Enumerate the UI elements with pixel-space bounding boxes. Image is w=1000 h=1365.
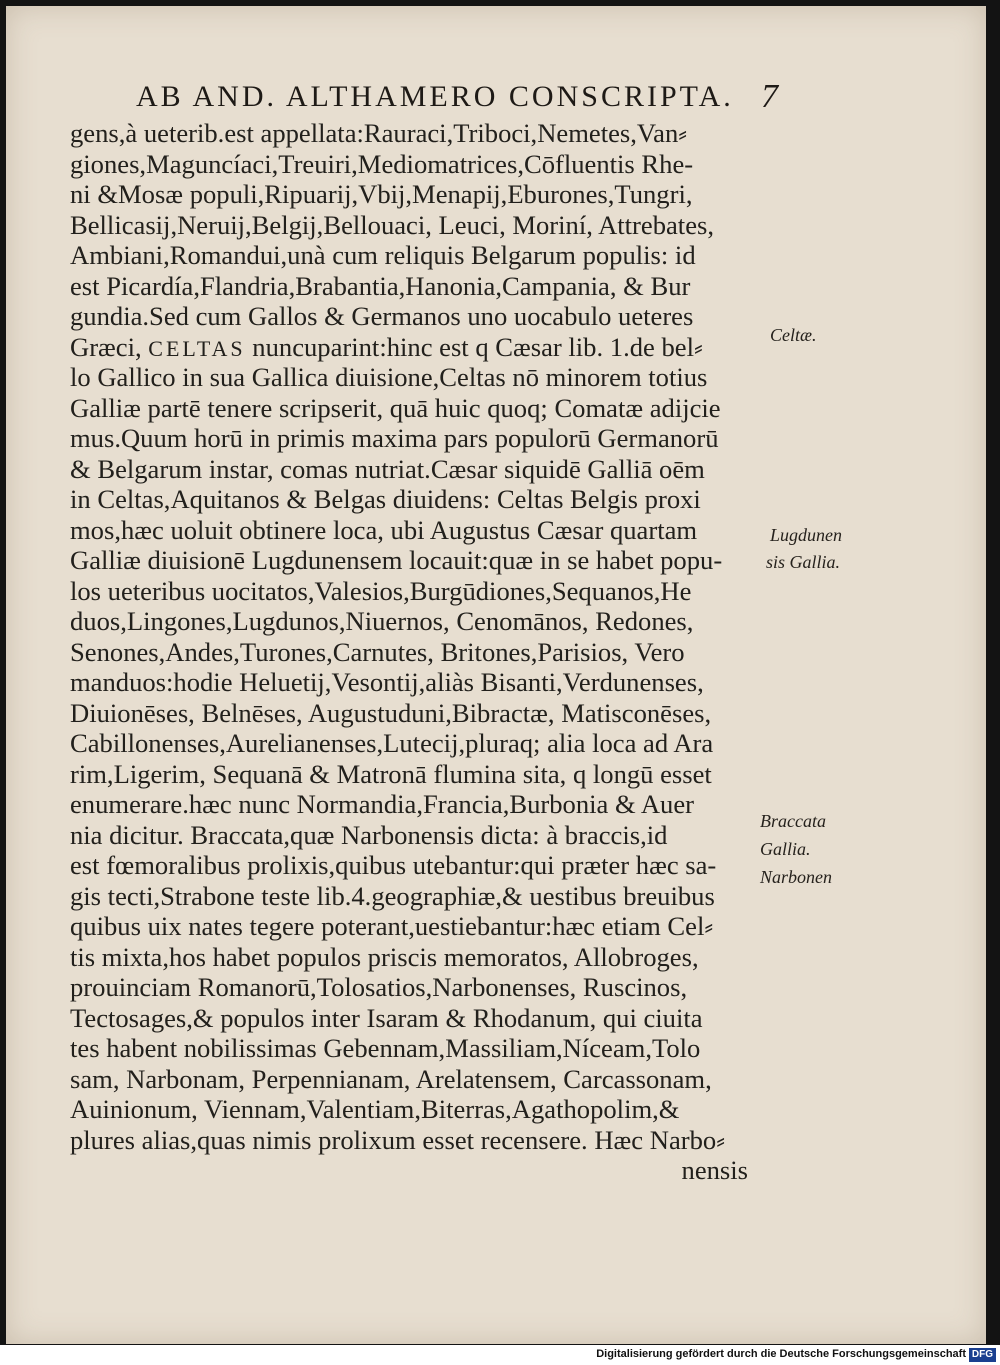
text-line: plures alias,quas nimis prolixum esset recensere. Hæc Narbo⸗ [70,1124,726,1155]
text-line: Cabillonenses,Aurelianenses,Lutecij,pluraq; alia loca ad Ara [70,728,714,758]
text-line: est Picardía,Flandria,Brabantia,Hanonia,Campania, & Bur [70,270,691,301]
text-line: Tectosages,& populos inter Isaram & Rhodanum, qui ciuita [70,1002,703,1033]
digitization-footer [0,1345,1000,1365]
text-line: prouinciam Romanorū,Tolosatios,Narbonenses, Ruscinos, [70,972,688,1002]
footer-credit: Digitalisierung gefördert durch die Deutsche Forschungsgemeinschaft [596,1348,966,1360]
text-line: sam, Narbonam, Perpennianam, Arelatensem, Carcassonam, [70,1063,712,1094]
text-line: Galliæ partē tenere scripserit, quā huic quoq; Comatæ adijcie [70,392,721,423]
text-line: enumerare.hæc nunc Normandia,Francia,Burbonia & Auer [70,789,695,819]
margin-note-celtae: Celtæ. [770,325,817,345]
text-line: Senones,Andes,Turones,Carnutes, Britones,Parisios, Vero [70,636,685,667]
text-line: & Belgarum instar, comas nutriat.Cæsar siquidē Galliā oēm [70,453,705,484]
celtas-line-end: nuncuparint:hinc est q Cæsar lib. 1.de bel⸗ [252,331,703,362]
text-line: los ueteribus uocitatos,Valesios,Burgūdiones,Sequanos,He [70,575,692,606]
text-line: gis tecti,Strabone teste lib.4.geographiæ,& uestibus breuibus [70,880,715,911]
margin-note-braccata-2: Gallia. [760,839,811,859]
running-title: AB AND. ALTHAMERO CONSCRIPTA. [136,80,734,113]
celtas-small-caps: CELTAS [148,335,246,361]
margin-note-braccata-1: Braccata [760,811,826,831]
main-text-block [70,118,770,1186]
text-line: gens,à ueterib.est appellata:Rauraci,Triboci,Nemetes,Van⸗ [70,118,688,148]
margin-note-braccata-3: Narbonen [760,867,832,887]
text-line: gundia.Sed cum Gallos & Germanos uno uocabulo ueteres [70,301,694,331]
text-line-celtas [70,332,770,363]
text-line: giones,Maguncíaci,Treuiri,Mediomatrices,Cōfluentis Rhe- [70,148,694,179]
text-line: Diuionēses, Belnēses, Augustuduni,Bibractæ, Matisconēses, [70,697,712,728]
text-line: tis mixta,hos habet populos priscis memoratos, Allobroges, [70,941,699,972]
book-page [6,6,986,1344]
text-line: mos,hæc uoluit obtinere loca, ubi Augustus Cæsar quartam [70,514,698,545]
text-line: Ambiani,Romandui,unà cum reliquis Belgarum populis: id [70,240,696,270]
text-line: ni &Mosæ populi,Ripuarij,Vbij,Menapij,Eburones,Tungri, [70,179,693,209]
margin-note-lugdunensis-1: Lugdunen [770,525,842,545]
text-line: mus.Quum horū in primis maxima pars populorū Germanorū [70,423,719,453]
text-line: Bellicasij,Neruij,Belgij,Bellouaci, Leuci, Moriní, Attrebates, [70,209,715,240]
catchword: nensis [681,1155,748,1185]
text-line: est fœmoralibus prolixis,quibus utebantur:qui præter hæc sa- [70,850,717,880]
celtas-line-start: Græci, [70,331,142,362]
text-line: quibus uix nates tegere poterant,uestiebantur:hæc etiam Cel⸗ [70,911,714,941]
text-line: manduos:hodie Heluetij,Vesontij,aliàs Bisanti,Verdunenses, [70,667,704,697]
text-line: in Celtas,Aquitanos & Belgas diuidens: Celtas Belgis proxi [70,484,701,514]
text-line: tes habent nobilissimas Gebennam,Massiliam,Níceam,Tolo [70,1033,701,1063]
text-line: Galliæ diuisionē Lugdunensem locauit:quæ in se habet popu- [70,545,723,575]
margin-note-lugdunensis-2: sis Gallia. [766,552,841,572]
text-line: nia dicitur. Braccata,quæ Narbonensis dicta: à braccis,id [70,819,668,850]
text-line: lo Gallico in sua Gallica diuisione,Celtas nō minorem totius [70,362,708,392]
text-line: duos,Lingones,Lugdunos,Niuernos, Cenomānos, Redones, [70,606,694,636]
dfg-logo: DFG [969,1348,996,1362]
text-line: rim,Ligerim, Sequanā & Matronā flumina sita, q longū esset [70,758,712,789]
text-line: Auinionum, Viennam,Valentiam,Biterras,Agathopolim,& [70,1094,680,1124]
page-number: 7 [761,78,778,115]
